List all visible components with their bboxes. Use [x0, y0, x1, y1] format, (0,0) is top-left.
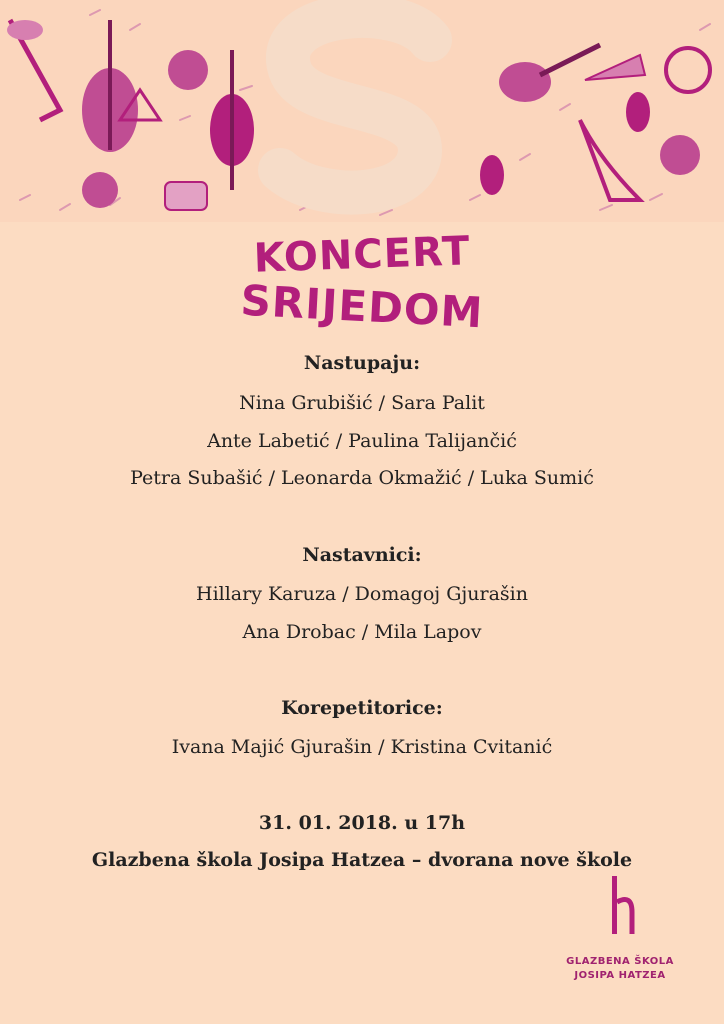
performers-line: Nina Grubišić / Sara Palit — [239, 392, 485, 414]
trumpet-icon — [585, 55, 645, 80]
event-venue: Glazbena škola Josipa Hatzea – dvorana nove škole — [91, 849, 633, 871]
poster-title-line2: SRIJEDOM — [239, 275, 485, 338]
cello-icon — [210, 50, 254, 190]
accompanists-line: Ivana Majić Gjurašin / Kristina Cvitanić — [171, 736, 553, 758]
poster-title-line1: KONCERT — [252, 228, 472, 282]
school-logo — [560, 872, 680, 992]
logo-text-line1: GLAZBENA ŠKOLA — [566, 956, 674, 967]
teachers-heading: Nastavnici: — [302, 544, 422, 566]
performers-line: Petra Subašić / Leonarda Okmažić / Luka Sumić — [130, 467, 594, 489]
guitar-icon — [499, 45, 600, 102]
trombone-icon — [7, 20, 60, 120]
performers-heading: Nastupaju: — [303, 352, 421, 374]
instruments-illustration — [0, 0, 724, 222]
teachers-line: Hillary Karuza / Domagoj Gjurašin — [196, 583, 528, 605]
treble-clef-icon — [666, 48, 710, 92]
violin-icon — [82, 20, 138, 152]
accompanists-heading: Korepetitorice: — [281, 697, 443, 719]
harp-icon — [580, 120, 640, 200]
instruments-banner — [0, 0, 724, 222]
logo-text-line2: JOSIPA HATZEA — [574, 970, 666, 981]
drum-icon — [165, 182, 207, 210]
performers-line: Ante Labetić / Paulina Talijančić — [207, 430, 517, 452]
event-datetime: 31. 01. 2018. u 17h — [258, 812, 466, 834]
teachers-line: Ana Drobac / Mila Lapov — [242, 621, 482, 643]
school-logo-mark — [560, 872, 680, 952]
